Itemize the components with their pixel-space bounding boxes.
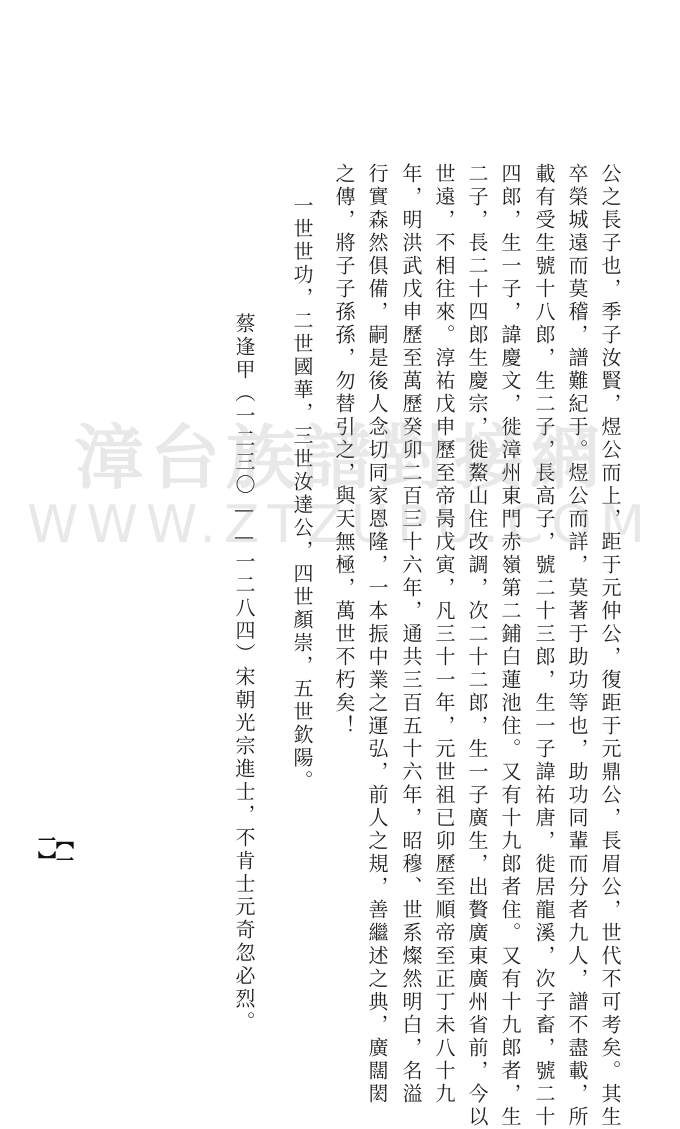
- text-column-7: 年，明洪武戊申歷至萬歷癸卯二百三十六年，通共三百五十六年，昭穆、世系燦然明白，名溢: [399, 163, 423, 1106]
- text-column-5: 二子，長二十四郎生慶宗，徙鰲山住改調，次二十二郎，生一子廣生，出贅廣東廣州省前，今以: [465, 163, 489, 1129]
- text-column-3: 載有受生號十八郎，生二子，長高子，號二十三郎，生一子諱祐唐，徙居龍溪，次子畜，號二十: [532, 163, 556, 1129]
- text-column-6: 世遠，不相往來。淳祐戊申歷至帝昺戊寅，凡三十一年，元世祖已卯歷至順帝至正丁未八十九: [432, 163, 456, 1106]
- text-column-1: 公之長子也，季子汝賢，煜公而上，距于元仲公，復距于元鼎公，長眉公，世代不可考矣。其生: [598, 163, 622, 1129]
- text-column-10: 一世世功，二世國華，三世汝達公，四世顏崇，五世欽陽。: [290, 195, 314, 793]
- text-column-8: 行實森然俱備，嗣是後人念切同家恩隆，一本振中業之運弘，前人之規，善繼述之典，廣闊閎: [365, 163, 389, 1106]
- text-column-9: 之傳，將子子孫孫，勿替引之，與天無極，萬世不朽矣！: [332, 163, 356, 738]
- text-column-11: 蔡逢甲（一二三〇——一二八四）宋朝光宗進士，不肯士元奇忽必烈。: [232, 313, 256, 1034]
- watermark-url: WWW.ZTZUPU.COM: [27, 495, 653, 555]
- text-column-2: 卒榮城遠而莫稽，譜難紀于。煜公而詳，莫著于助功等也，助功同輩而分者九人，譜不盡載，所: [565, 163, 589, 1129]
- watermark-title: 漳台族譜對接網: [74, 417, 606, 499]
- text-column-4: 四郎，生一子，諱慶文，徙漳州東門赤嶺第二鋪白蓮池住。又有十九郎者住。又有十九郎者，生: [498, 163, 522, 1129]
- page-number: 【一一】: [35, 831, 74, 871]
